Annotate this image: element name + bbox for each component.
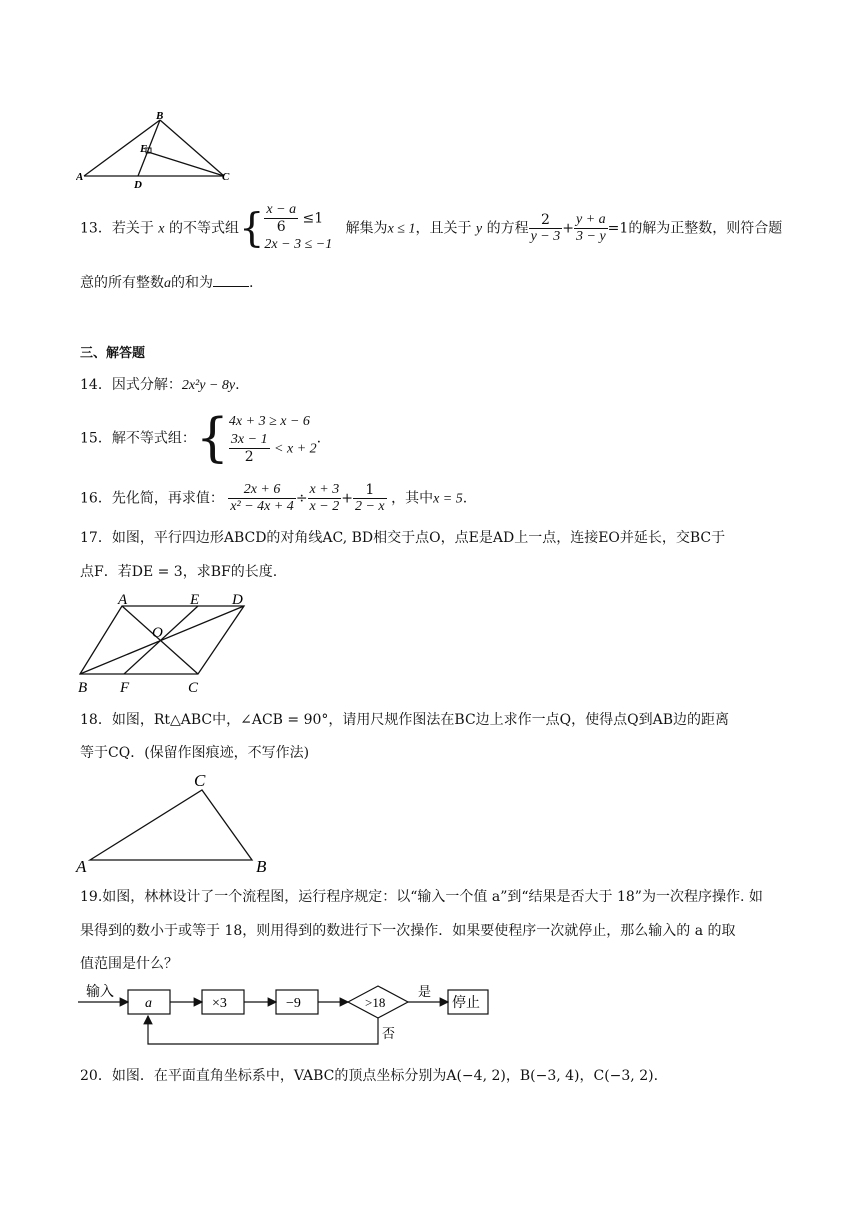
flow-box-a: a	[145, 996, 152, 1011]
q12-label-a: A	[76, 171, 84, 183]
q17-label-o: O	[152, 625, 163, 641]
q18-line2: 等于CQ．(保留作图痕迹，不写作法)	[80, 745, 310, 761]
q18-line1: 18．如图，Rt△ABC中，∠ACB = 90°，请用尺规作图法在BC边上求作一点Q，使得点Q到AB边的距离	[80, 712, 730, 728]
flow-condition: >18	[365, 995, 386, 1010]
flow-box-multiply: ×3	[212, 996, 227, 1011]
q16-fraction-1: $\frac{2x + 6}{\text{x² − 4x + 4}}$	[230, 482, 294, 514]
q19-line2: 果得到的数小于或等于 18，则用得到的数进行下一次操作．如果要使程序一次就停止，那么输入的 a 的取	[80, 923, 736, 939]
q13-answer-blank[interactable]	[213, 272, 249, 287]
q18-triangle-figure	[74, 768, 284, 878]
q13-inequality-system: $\frac{x - a}{6}$ ≤1 2x − 3 ≤ −1	[264, 202, 333, 252]
flow-stop-box: 停止	[452, 996, 480, 1011]
q17-label-b: B	[78, 680, 88, 696]
q12-label-e: E	[140, 143, 148, 155]
q18-label-b: B	[256, 857, 267, 876]
flow-box-subtract: −9	[286, 996, 301, 1011]
q16-fraction-2: $\frac{x + 3}{x - 2}$	[309, 482, 340, 514]
q14-line: 14．因式分解：2x²y − 8y.	[80, 377, 240, 393]
q15-inequality-system: 4x + 3 ≥ x − 6 $\frac{3x - 1}{2}$ < x + 2	[228, 414, 317, 465]
q12-label-d: D	[134, 179, 142, 190]
q12-label-b: B	[156, 110, 164, 122]
q13-fraction-1: $\frac{2}{y - 3}$	[530, 212, 561, 244]
q15-line: 15．解不等式组：{ 4x + 3 ≥ x − 6 $\frac{3x - 1}{2}$ < x + 2 .	[80, 408, 322, 469]
q17-line1: 17．如图，平行四边形ABCD的对角线AC, BD相交于点O，点E是AD上一点，连接EO并延长，交BC于	[80, 530, 726, 546]
q13-line1: 13．若关于 x 的不等式组{ $\frac{x - a}{6}$ ≤1 2x − 3 ≤ −1 解集为x ≤ 1，且关于 y 的方程 $\frac{2}{y - 3}$ + $\frac{y + a}{3 - y}$ =1的解为正整数，则符合题	[80, 202, 782, 255]
q12-label-c: C	[222, 171, 230, 183]
q17-line2: 点F．若DE = 3，求BF的长度.	[80, 564, 278, 580]
q17-label-d: D	[232, 592, 243, 608]
q17-parallelogram-figure	[74, 588, 274, 698]
q19-line3: 值范围是什么？	[80, 956, 178, 972]
flow-input-label: 输入	[86, 985, 114, 1000]
q12-triangle-figure	[76, 110, 236, 190]
q19-line1: 19.如图，林林设计了一个流程图，运行程序规定：以“输入一个值 a”到“结果是否大于 18”为一次程序操作. 如	[80, 889, 763, 905]
q17-label-f: F	[120, 680, 130, 696]
q13-fraction-2: $\frac{y + a}{3 - y}$	[576, 212, 606, 244]
q16-fraction-3: $\frac{1}{2 - x}$	[354, 482, 385, 514]
q18-label-a: A	[76, 857, 87, 876]
q17-label-e: E	[190, 592, 200, 608]
q16-line: 16．先化简，再求值： $\frac{2x + 6}{\text{x² − 4x + 4}}$ ÷ $\frac{x + 3}{x - 2}$ + $\frac{1}{2 - x}$ ，其中x = 5.	[80, 482, 468, 514]
q13-number: 13．	[80, 220, 112, 237]
q18-label-c: C	[194, 771, 206, 790]
q17-label-a: A	[118, 592, 128, 608]
q13-line2: 意的所有整数a的和为 .	[80, 272, 253, 294]
section-heading: 三、解答题	[80, 346, 146, 361]
flow-yes-label: 是	[418, 984, 432, 999]
q20-line: 20．如图．在平面直角坐标系中，VABC的顶点坐标分别为A(−4, 2)，B(−3, 4)，C(−3, 2).	[80, 1068, 659, 1084]
flow-no-label: 否	[382, 1026, 396, 1041]
q19-flowchart	[76, 980, 496, 1055]
q17-label-c: C	[188, 680, 199, 696]
